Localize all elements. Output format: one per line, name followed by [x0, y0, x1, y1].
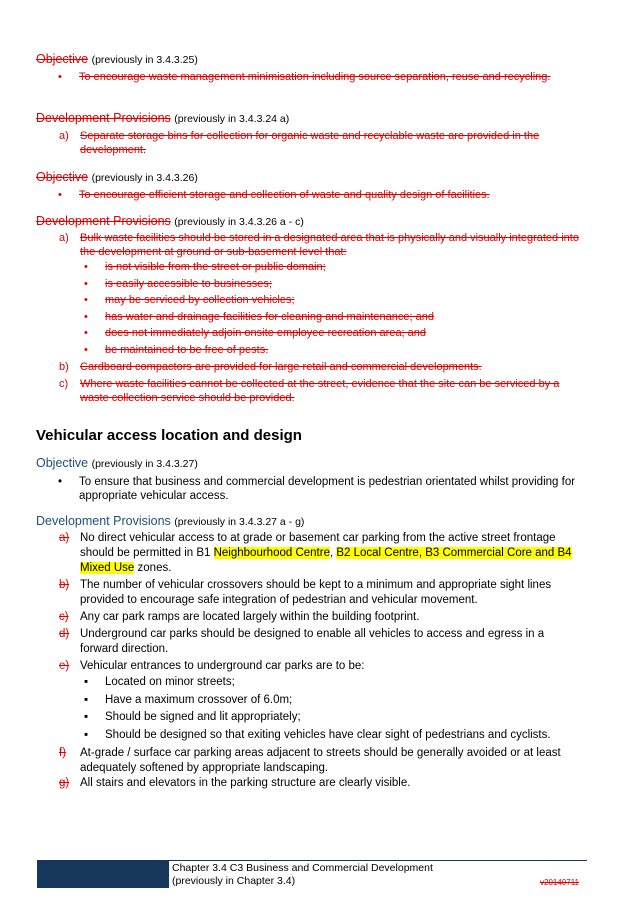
bullet-icon: •	[58, 189, 62, 201]
heading-note: (previously in 3.4.3.24 a)	[174, 113, 290, 125]
square-bullet-icon: ▪	[84, 693, 89, 706]
list-item	[36, 746, 584, 776]
sub-item	[36, 259, 584, 276]
item-marker: f)	[59, 747, 67, 759]
item-marker: b)	[59, 579, 70, 591]
item-marker: a)	[59, 130, 69, 142]
provisions-heading	[36, 111, 584, 125]
footer-chapter-note: (previously in Chapter 3.4)	[172, 875, 296, 887]
item-marker: b)	[59, 361, 69, 373]
item-text: Vehicular entrances to underground car parks are to be:	[80, 660, 365, 672]
footer-bar	[37, 860, 169, 888]
list-item	[36, 659, 584, 674]
sub-item	[36, 727, 584, 745]
item-text: All stairs and elevators in the parking structure are clearly visible.	[80, 777, 411, 789]
square-bullet-icon: ▪	[84, 676, 89, 688]
bullet-icon: •	[84, 261, 88, 273]
provisions-heading	[36, 214, 584, 228]
sub-item-text: may be serviced by collection vehicles;	[105, 294, 295, 306]
list-item	[36, 188, 584, 202]
item-text: Where waste facilities cannot be collected at the street, evidence that the site can be serviced by a waste collection service should be provided.	[80, 378, 560, 404]
sub-item	[36, 292, 584, 309]
sub-item	[36, 692, 584, 710]
provisions-heading	[36, 514, 584, 528]
heading-note: (previously in 3.4.3.26 a - c)	[174, 216, 304, 228]
heading-note: (previously in 3.4.3.27 a - g)	[174, 516, 305, 528]
objective-heading	[36, 52, 584, 66]
list-item	[36, 578, 584, 608]
objective-heading	[36, 456, 584, 470]
list-item	[36, 231, 584, 259]
sub-item-text: Should be designed so that exiting vehicles have clear sight of pedestrians and cyclists.	[105, 728, 551, 741]
heading-label: Objective	[36, 52, 89, 66]
section-title: Vehicular access location and design	[36, 427, 302, 444]
heading-note: (previously in 3.4.3.26)	[91, 172, 198, 184]
list-item	[36, 627, 584, 657]
sub-item	[36, 309, 584, 326]
square-bullet-icon: ▪	[84, 728, 89, 741]
sub-item-text: is easily accessible to businesses;	[105, 277, 272, 290]
deleted-objective-2	[36, 170, 584, 202]
footer-version: v20140711	[540, 878, 579, 887]
footer-divider	[169, 860, 587, 861]
sub-item	[36, 325, 584, 342]
sub-item-text: Should be signed and lit appropriately;	[105, 711, 301, 723]
item-marker: g)	[59, 777, 70, 789]
sub-item	[36, 276, 584, 293]
provisions-current	[36, 514, 584, 791]
item-text: ,	[329, 547, 337, 559]
deleted-objective-1	[36, 52, 584, 84]
item-marker: c)	[59, 378, 69, 390]
sub-item-text: Have a maximum crossover of 6.0m;	[105, 693, 293, 706]
item-text: No direct vehicular access to at grade or basement car parking from the active street frontage should be permitted in B1	[80, 532, 556, 559]
list-item	[36, 610, 584, 625]
item-text: Underground car parks should be designed to enable all vehicles to access and egress in a forward direction.	[80, 628, 545, 655]
highlighted-text: Neighbourhood Centre	[213, 547, 330, 559]
deleted-provisions-1	[36, 111, 584, 157]
heading-note: (previously in 3.4.3.27)	[91, 458, 198, 470]
bullet-icon: •	[84, 294, 88, 306]
list-item	[36, 70, 584, 84]
item-text: Cardboard compactors are provided for large retail and commercial developments.	[80, 361, 482, 373]
highlighted-text: B2 Local Centre, B3 Commercial Core and B4	[336, 547, 572, 559]
item-marker: a)	[59, 532, 70, 544]
sub-item	[36, 342, 584, 359]
footer-chapter-title: Chapter 3.4 C3 Business and Commercial Development	[172, 862, 433, 874]
bullet-icon: •	[58, 71, 62, 83]
heading-note: (previously in 3.4.3.25)	[91, 54, 198, 66]
sub-item-text: be maintained to be free of pests.	[105, 343, 269, 356]
bullet-icon: •	[84, 310, 88, 323]
list-item	[36, 531, 584, 576]
list-item	[36, 377, 584, 405]
bullet-icon: •	[58, 476, 63, 488]
objective-heading	[36, 170, 584, 184]
item-text: Bulk waste facilities should be stored in a designated area that is physically and visually integrated into the development at ground or sub-basement level that:	[80, 232, 579, 258]
item-marker: c)	[59, 611, 69, 623]
item-text: To encourage efficient storage and collection of waste and quality design of facilities.	[79, 189, 490, 201]
list-item	[36, 475, 584, 503]
item-text: Any car park ramps are located largely within the building footprint.	[80, 611, 420, 623]
item-text: At-grade / surface car parking areas adjacent to streets should be generally avoided or at least adequately softened by appropriate landscaping.	[80, 747, 561, 774]
heading-label: Objective	[36, 170, 89, 184]
bullet-icon: •	[84, 327, 88, 339]
sub-item-text: is not visible from the street or public domain;	[105, 261, 326, 273]
sub-item	[36, 674, 584, 692]
item-text: Separate storage bins for collection for organic waste and recyclable waste are provided in the development.	[80, 130, 540, 156]
list-item	[36, 360, 584, 374]
sub-item-text: has water and drainage facilities for cleaning and maintenance; and	[105, 310, 434, 323]
bullet-icon: •	[84, 277, 88, 290]
item-text: To ensure that business and commercial development is pedestrian orientated whilst providing for appropriate vehicular access.	[79, 476, 576, 502]
item-text: To encourage waste management minimisation including source separation, reuse and recycling.	[79, 71, 551, 83]
objective-current	[36, 456, 584, 503]
heading-label: Development Provisions	[36, 514, 171, 528]
deleted-provisions-2	[36, 214, 584, 405]
list-item	[36, 129, 584, 157]
list-item	[36, 776, 584, 791]
square-bullet-icon: ▪	[84, 711, 89, 723]
sub-item-text: does not immediately adjoin onsite employee recreation area; and	[105, 327, 427, 339]
item-marker: d)	[59, 628, 70, 640]
item-text: The number of vehicular crossovers should be kept to a minimum and appropriate sight lines provided to encourage safe integration of pedestrian and vehicular movement.	[80, 579, 552, 606]
footer-chapter	[172, 862, 433, 888]
item-text: zones.	[134, 562, 172, 574]
heading-label: Objective	[36, 456, 89, 470]
item-marker: e)	[59, 660, 70, 672]
heading-label: Development Provisions	[36, 111, 171, 125]
highlighted-text: Mixed Use	[80, 562, 135, 574]
heading-label: Development Provisions	[36, 214, 171, 228]
bullet-icon: •	[84, 343, 88, 356]
sub-item-text: Located on minor streets;	[105, 676, 235, 688]
sub-item	[36, 709, 584, 727]
item-marker: a)	[59, 232, 69, 244]
